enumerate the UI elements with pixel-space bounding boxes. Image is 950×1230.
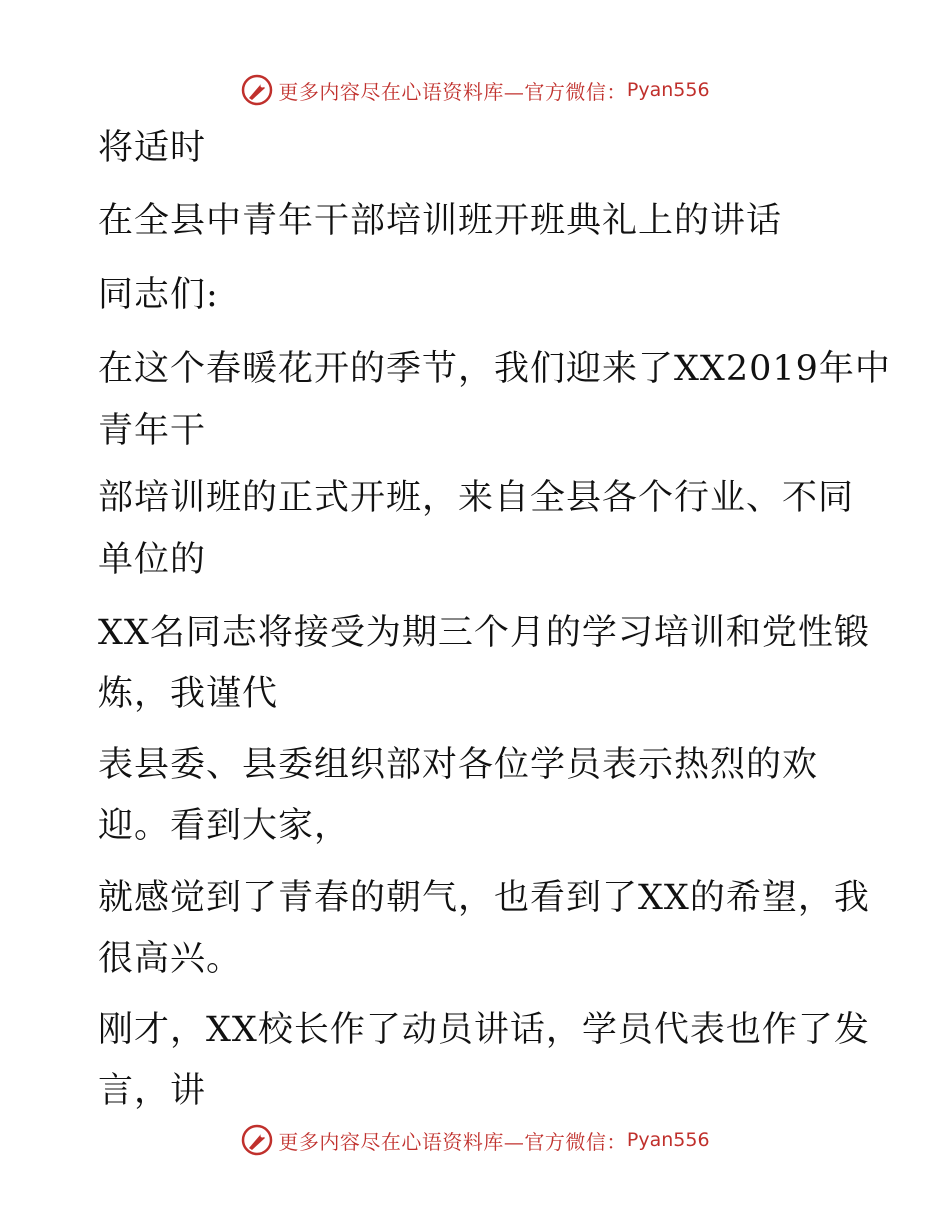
pen-nib-circle-icon <box>240 1123 274 1157</box>
speech-title: 在全县中青年干部培训班开班典礼上的讲话 <box>98 201 783 241</box>
text-line: 表县委、县委组织部对各位学员表示热烈的欢 <box>98 745 819 785</box>
text-line: 刚才，XX校长作了动员讲话，学员代表也作了发 <box>98 1010 870 1050</box>
pen-nib-circle-icon <box>240 73 274 107</box>
text-line: 将适时 <box>98 128 207 168</box>
text-line: 迎。看到大家， <box>98 806 351 846</box>
text-line: 青年干 <box>98 411 207 451</box>
text-line: XX名同志将接受为期三个月的学习培训和党性锻 <box>98 613 870 653</box>
header-watermark <box>0 70 950 110</box>
text-line: 在这个春暖花开的季节，我们迎来了XX2019年中 <box>98 349 891 389</box>
text-line: 炼，我谨代 <box>98 674 279 714</box>
text-line: 言，讲 <box>98 1071 207 1111</box>
watermark-text: 更多内容尽在心语资料库—官方微信： <box>278 79 627 104</box>
text-line: 就感觉到了青春的朝气，也看到了XX的希望，我 <box>98 878 870 918</box>
watermark-contact: Pyan556 <box>626 1129 710 1151</box>
text-line: 部培训班的正式开班，来自全县各个行业、不同 <box>98 478 855 518</box>
text-line: 单位的 <box>98 540 207 580</box>
text-line: 很高兴。 <box>98 939 243 979</box>
footer-watermark <box>0 1120 950 1160</box>
text-line: 同志们: <box>98 275 219 315</box>
watermark-text: 更多内容尽在心语资料库—官方微信： <box>278 1129 627 1154</box>
watermark-contact: Pyan556 <box>626 79 710 101</box>
